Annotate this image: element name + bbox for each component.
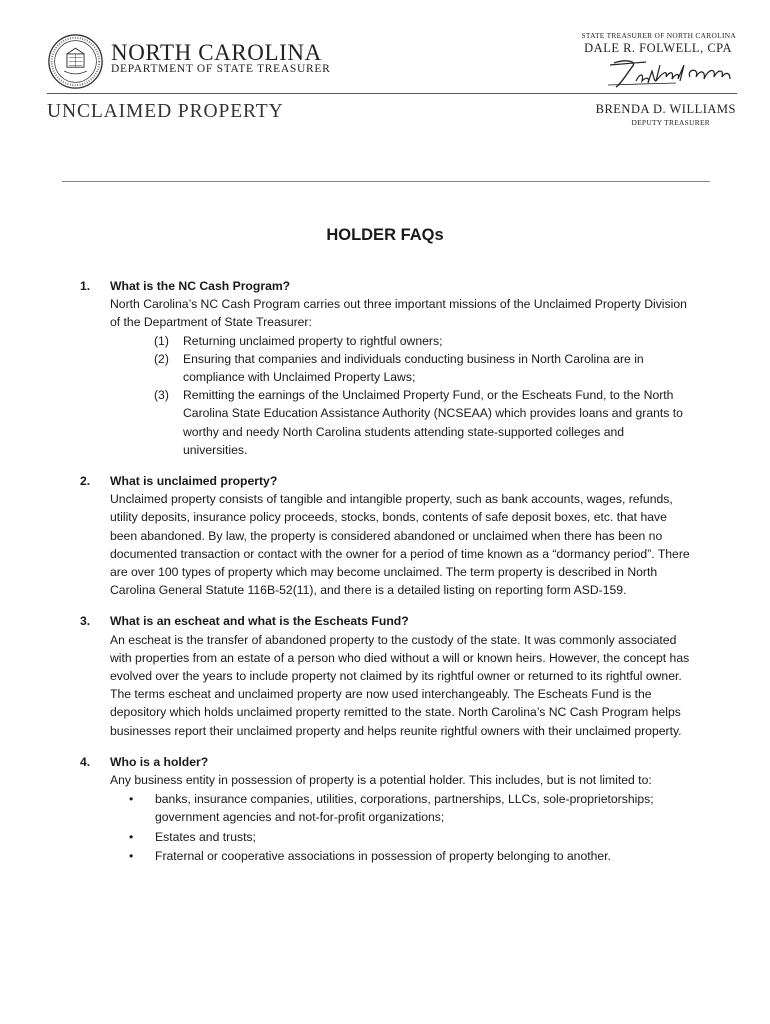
- subitem-text: Ensuring that companies and individuals conducting business in North Carolina are in compliance with Unclaimed Property Laws;: [183, 351, 644, 385]
- faq-number: 3.: [80, 614, 91, 629]
- bullet-text: banks, insurance companies, utilities, corporations, partnerships, LLCs, sole-proprietorships; government agencies and not-for-profit organizations;: [155, 792, 654, 825]
- faq-answer: Unclaimed property consists of tangible and intangible property, such as bank accounts, wages, refunds, utility deposits, insurance policy proceeds, stocks, bonds, contents of safe deposit boxes, etc. that have been abandoned. By law, the property is considered abandoned or unclaimed when there has been no documented transaction or contact with the owner for a period of time known as a “dormancy period”. There are over 100 types of property which may become unclaimed. The term property is described in North Carolina General Statute 116B-52(11), and there is a detailed listing on reporting form ASD-159.: [110, 492, 690, 598]
- content-divider: [62, 181, 710, 182]
- faq-bullet: [110, 828, 690, 846]
- faq-question: Who is a holder?: [110, 754, 209, 769]
- faq-question: What is the NC Cash Program?: [110, 279, 291, 293]
- faq-question: What is unclaimed property?: [110, 474, 278, 489]
- faq-item: [0, 753, 770, 865]
- deputy-label: DEPUTY TREASURER: [631, 118, 710, 127]
- subitem-text: Remitting the earnings of the Unclaimed Property Fund, or the Escheats Fund, to the North Carolina State Education Assistance Authority (NCSEAA) which provides loans and grants to worthy and needy North Carolina students attending state-supported colleges and universities.: [183, 388, 683, 457]
- signature-icon: [606, 55, 736, 91]
- faq-number: 4.: [80, 754, 91, 769]
- bullet-marker: •: [129, 792, 134, 807]
- state-seal-icon: [47, 33, 104, 90]
- subitem-marker: (3): [154, 388, 169, 403]
- faq-question: What is an escheat and what is the Escheats Fund?: [110, 614, 409, 629]
- bullet-marker: •: [129, 829, 134, 844]
- faq-item: [0, 612, 770, 739]
- faq-number: 2.: [80, 474, 91, 489]
- header-divider: [47, 93, 737, 94]
- faq-number: 1.: [80, 279, 91, 293]
- treasurer-name: DALE R. FOLWELL, CPA: [584, 41, 732, 55]
- faq-subitem: [110, 350, 690, 386]
- faq-item: [0, 472, 770, 599]
- faq-bullet: [110, 790, 690, 826]
- faq-list: [0, 277, 770, 878]
- faq-subitem: [110, 332, 690, 350]
- document-title: HOLDER FAQs: [326, 226, 444, 244]
- program-title: UNCLAIMED PROPERTY: [47, 101, 284, 122]
- faq-bullet: [110, 847, 690, 865]
- deputy-name: BRENDA D. WILLIAMS: [595, 102, 736, 116]
- bullet-text: Fraternal or cooperative associations in possession of property belonging to another.: [155, 848, 611, 863]
- subitem-text: Returning unclaimed property to rightful owners;: [183, 333, 443, 348]
- bullet-text: Estates and trusts;: [155, 829, 256, 844]
- treasurer-label: STATE TREASURER OF NORTH CAROLINA: [581, 31, 736, 40]
- subitem-marker: (2): [154, 351, 169, 366]
- faq-answer: An escheat is the transfer of abandoned property to the custody of the state. It was commonly associated with properties from an estate of a person who died without a will or known heirs. However, the concept has evolved over the years to include property not claimed by its rightful owner or returned to its rightful owner. The terms escheat and unclaimed property are now used interchangeably. The Escheats Fund is the depository which holds unclaimed property remitted to the state. North Carolina’s NC Cash Program helps businesses report their unclaimed property and helps reunite rightful owners with their unclaimed property.: [110, 632, 690, 738]
- faq-item: [0, 277, 770, 459]
- subitem-marker: (1): [154, 333, 169, 348]
- org-subtitle: DEPARTMENT OF STATE TREASURER: [111, 63, 331, 75]
- faq-answer: North Carolina’s NC Cash Program carries out three important missions of the Unclaimed Property Division of the Department of State Treasurer:: [110, 297, 687, 330]
- bullet-marker: •: [129, 848, 134, 863]
- org-title: NORTH CAROLINA: [111, 40, 322, 65]
- faq-subitem: [110, 386, 690, 459]
- faq-answer: Any business entity in possession of property is a potential holder. This includes, but is not limited to:: [110, 773, 652, 788]
